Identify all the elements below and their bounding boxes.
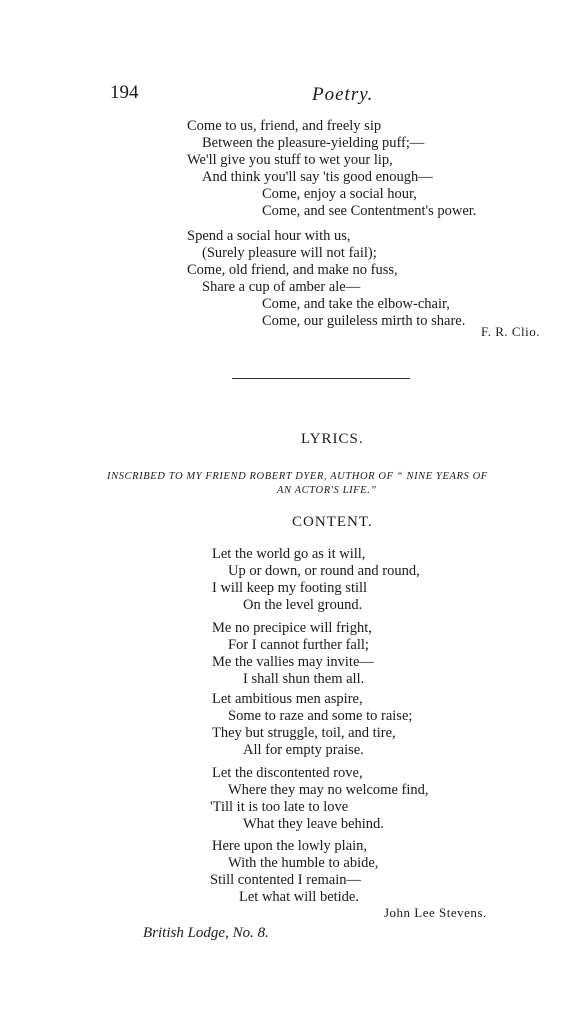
poem2-line: What they leave behind. <box>243 816 384 832</box>
poem2-line: Let ambitious men aspire, <box>212 691 363 707</box>
poem2-line: Still contented I remain— <box>210 872 362 888</box>
poem2-line: Some to raze and some to raise; <box>228 708 413 724</box>
page-number: 194 <box>110 82 139 103</box>
poem1-line: We'll give you stuff to wet your lip, <box>187 152 393 168</box>
poem2-line: Let the world go as it will, <box>212 546 366 562</box>
running-head: Poetry. <box>312 84 374 105</box>
dedication-line: INSCRIBED TO MY FRIEND ROBERT DYER, AUTHOR OF “ NINE YEARS OF <box>107 471 488 482</box>
poem2-line: With the humble to abide, <box>228 855 379 871</box>
poem1-line: Share a cup of amber ale— <box>202 279 361 295</box>
poem2-line: 'Till it is too late to love <box>210 799 349 815</box>
poem1-signature: F. R. Clio. <box>481 324 541 339</box>
poem1-line: Come, our guileless mirth to share. <box>262 313 466 329</box>
poem2-line: I will keep my footing still <box>212 580 368 596</box>
poem2-line: Let what will betide. <box>239 889 359 905</box>
poem1-line: And think you'll say 'tis good enough— <box>202 169 433 185</box>
section-divider <box>232 378 410 379</box>
poem2-line: Here upon the lowly plain, <box>212 838 368 854</box>
poem2-signature: John Lee Stevens. <box>384 905 487 920</box>
poem2-line: Let the discontented rove, <box>212 765 363 781</box>
poem2-line: I shall shun them all. <box>243 671 365 687</box>
poem1-line: Come, enjoy a social hour, <box>262 186 417 202</box>
poem1-line: (Surely pleasure will not fail); <box>202 245 377 261</box>
poem-title: CONTENT. <box>292 514 373 530</box>
poem2-line: On the level ground. <box>243 597 363 613</box>
poem1-line: Between the pleasure-yielding puff;— <box>202 135 425 151</box>
poem2-line: Me no precipice will fright, <box>212 620 372 636</box>
poem2-line: All for empty praise. <box>243 742 364 758</box>
poem2-line: Me the vallies may invite— <box>212 654 374 670</box>
poem1-line: Come, and see Contentment's power. <box>262 203 477 219</box>
poem2-line: For I cannot further fall; <box>228 637 369 653</box>
poem1-line: Come, and take the elbow-chair, <box>262 296 450 312</box>
poem2-line: Up or down, or round and round, <box>228 563 420 579</box>
lodge-footer: British Lodge, No. 8. <box>143 925 269 941</box>
section-title: LYRICS. <box>301 431 364 447</box>
poem1-line: Spend a social hour with us, <box>187 228 351 244</box>
poem1-line: Come, old friend, and make no fuss, <box>187 262 398 278</box>
poem2-line: Where they may no welcome find, <box>228 782 429 798</box>
dedication-line: AN ACTOR'S LIFE.” <box>277 485 377 496</box>
poem2-line: They but struggle, toil, and tire, <box>212 725 396 741</box>
poem1-line: Come to us, friend, and freely sip <box>187 118 382 134</box>
